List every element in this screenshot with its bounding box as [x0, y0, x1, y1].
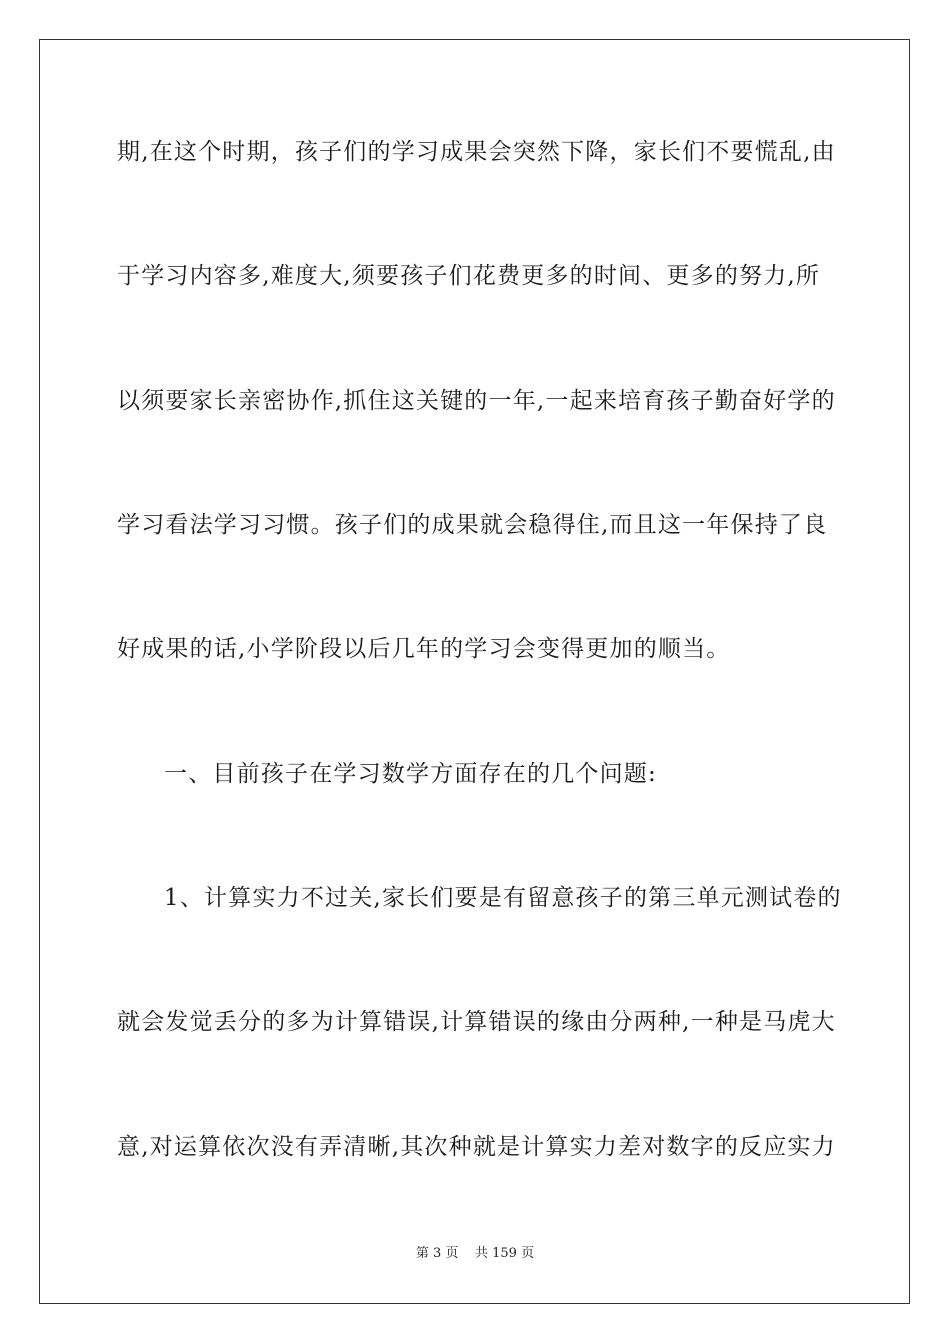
text-line: 期,在这个时期，孩子们的学习成果会突然下降，家长们不要慌乱,由: [117, 139, 836, 165]
text-line: 好成果的话,小学阶段以后几年的学习会变得更加的顺当。: [117, 636, 731, 662]
text-line: 以须要家长亲密协作,抓住这关键的一年,一起来培育孩子勤奋好学的: [117, 388, 836, 414]
page-footer: [0, 1245, 950, 1263]
page-number: 第 3 页: [415, 1246, 459, 1261]
text-line: 学习看法学习习惯。孩子们的成果就会稳得住,而且这一年保持了良: [117, 512, 828, 538]
page-border: [39, 39, 910, 1304]
page-total: 共 159 页: [475, 1246, 535, 1261]
text-line: 1、计算实力不过关,家长们要是有留意孩子的第三单元测试卷的: [164, 885, 842, 911]
section-heading: 一、目前孩子在学习数学方面存在的几个问题:: [164, 761, 657, 787]
text-line: 意,对运算依次没有弄清晰,其次种就是计算实力差对数字的反应实力: [117, 1134, 836, 1160]
text-line: 就会发觉丢分的多为计算错误,计算错误的缘由分两种,一种是马虎大: [117, 1009, 836, 1035]
text-line: 于学习内容多,难度大,须要孩子们花费更多的时间、更多的努力,所: [117, 263, 821, 289]
